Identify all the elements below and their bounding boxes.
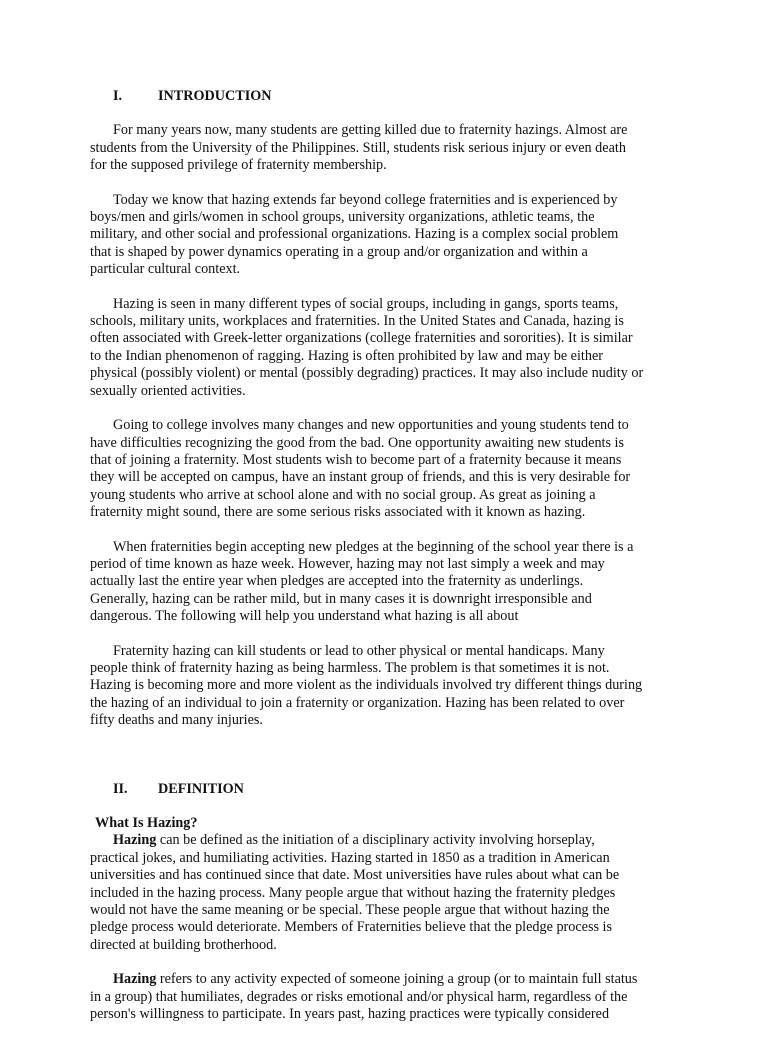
subheading-what-is-hazing: What Is Hazing? [95,815,198,831]
paragraph-intro-6 [90,643,690,730]
term-hazing: Hazing [113,832,157,849]
text-line: that is shaped by power dynamics operating in a group and/or organization and within a [90,243,588,260]
text-line: boys/men and girls/women in school groups, university organizations, athletic teams, the [90,209,595,226]
text-line: Hazing is becoming more and more violent as the individuals involved try different things during [90,677,643,694]
section-spacer [90,747,690,781]
text-line: Hazing is seen in many different types of social groups, including in gangs, sports teams, [113,295,619,312]
paragraph-intro-5 [90,539,690,626]
section-heading-definition [113,781,690,798]
text-line: to the Indian phenomenon of ragging. Hazing is often prohibited by law and may be either [90,347,603,364]
text-line: sexually oriented activities. [90,382,246,399]
text-line [90,832,690,849]
section-number: II. [113,780,128,797]
text-line: military, and other social and professional organizations. Hazing is a complex social problem [90,226,619,243]
text-line: practical jokes, and humiliating activities. Hazing started in 1850 as a tradition in American [90,849,610,866]
text-line: the hazing of an individual to join a fraternity or organization. Hazing has been related to over [90,694,625,711]
paragraph-definition-2 [90,971,690,1023]
paragraph-definition-1 [90,832,690,954]
paragraph-intro-3 [90,296,690,400]
text-line: would not have the same meaning or be special. These people argue that without hazing the [90,902,610,919]
text-line: often associated with Greek-letter organizations (college fraternities and sororities). It is similar [90,330,633,347]
text-line: universities and has continued since that date. Most universities have rules about what can be [90,867,620,884]
text-line: For many years now, many students are getting killed due to fraternity hazings. Almost are [113,122,628,139]
text-line: actually last the entire year when pledges are accepted into the fraternity as underlings. [90,573,584,590]
text-line: pledge process would deteriorate. Members of Fraternities believe that the pledge process is [90,919,613,936]
text-line: included in the hazing process. Many people argue that without hazing the fraternity pledges [90,884,616,901]
text-line: that of joining a fraternity. Most students wish to become part of a fraternity because it means [90,451,622,468]
paragraph-intro-1 [90,122,690,174]
text-line: people think of fraternity hazing as being harmless. The problem is that sometimes it is not. [90,659,610,676]
text-line: directed at building brotherhood. [90,936,277,953]
text-line: young students who arrive at school alone and with no social group. As great as joining a [90,486,596,503]
text-fragment: refers to any activity expected of someone joining a group (or to maintain full status [156,971,638,988]
text-line: Today we know that hazing extends far beyond college fraternities and is experienced by [113,191,618,208]
document-page [90,88,690,1040]
text-line: fraternity might sound, there are some serious risks associated with it known as hazing. [90,504,586,521]
text-line: in a group) that humiliates, degrades or risks emotional and/or physical harm, regardless of the [90,988,628,1005]
text-fragment: can be defined as the initiation of a disciplinary activity involving horseplay, [156,832,595,849]
text-line: When fraternities begin accepting new pledges at the beginning of the school year there is a [113,538,634,555]
text-line: fifty deaths and many injuries. [90,712,263,729]
paragraph-intro-2 [90,192,690,279]
text-line [90,971,690,988]
text-line: dangerous. The following will help you understand what hazing is all about [90,608,519,625]
text-line: particular cultural context. [90,261,241,278]
text-line: students from the University of the Philippines. Still, students risk serious injury or even death [90,139,626,156]
section-heading-introduction [113,88,690,105]
text-line: Going to college involves many changes and new opportunities and young students tend to [113,417,629,434]
text-line: physical (possibly violent) or mental (possibly degrading) practices. It may also include nudity or [90,365,644,382]
section-title: INTRODUCTION [158,88,272,104]
text-line: have difficulties recognizing the good from the bad. One opportunity awaiting new students is [90,434,625,451]
section-title: DEFINITION [158,780,244,797]
text-line: for the supposed privilege of fraternity membership. [90,157,387,174]
text-line: schools, military units, workplaces and fraternities. In the United States and Canada, hazing is [90,313,624,330]
section-number: I. [113,88,123,104]
text-line: period of time known as haze week. However, hazing may not last simply a week and may [90,555,605,572]
text-line: Fraternity hazing can kill students or lead to other physical or mental handicaps. Many [113,642,605,659]
term-hazing: Hazing [113,971,157,988]
paragraph-intro-4 [90,417,690,521]
text-line: they will be accepted on campus, have an instant group of friends, and this is very desirable for [90,469,631,486]
text-line: Generally, hazing can be rather mild, but in many cases it is downright irresponsible and [90,590,592,607]
text-line: person's willingness to participate. In years past, hazing practices were typically considered [90,1006,610,1023]
